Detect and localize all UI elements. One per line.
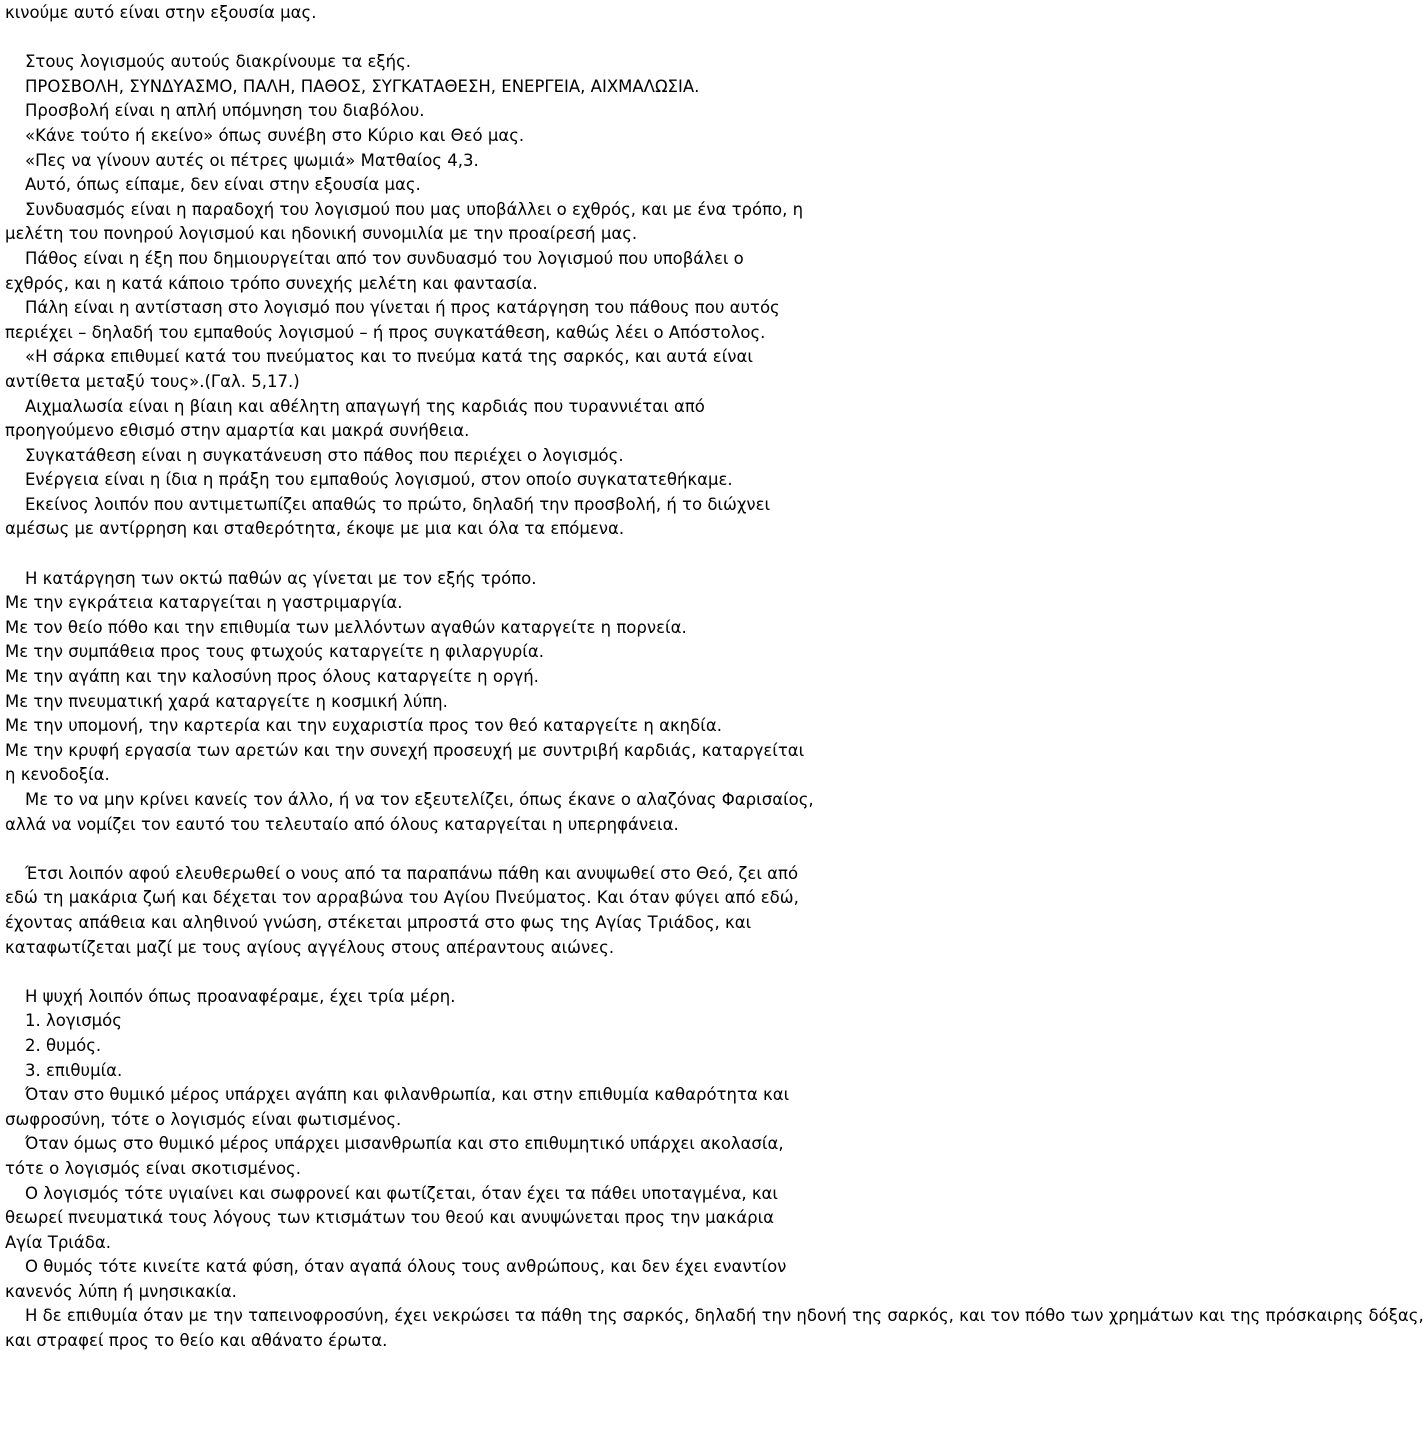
text-line: Συνδυασμός είναι η παραδοχή του λογισμού που μας υποβάλλει ο εχθρός, και με ένα τρόπο, η xyxy=(25,199,804,219)
text-line: καταφωτίζεται μαζί με τους αγίους αγγέλους στους απέραντους αιώνες. xyxy=(5,937,615,957)
paragraph-gap xyxy=(5,542,952,567)
text-line: Η κατάργηση των οκτώ παθών ας γίνεται με τον εξής τρόπο. xyxy=(25,568,537,588)
text-line: Όταν στο θυμικό μέρος υπάρχει αγάπη και φιλανθρωπία, και στην επιθυμία καθαρότητα και xyxy=(25,1085,790,1105)
text-line: Πάθος είναι η έξη που δημιουργείται από τον συνδυασμό του λογισμού που υποβάλει ο xyxy=(25,248,744,268)
text-line: «Η σάρκα επιθυμεί κατά του πνεύματος και το πνεύμα κατά της σαρκός, και αυτά είναι xyxy=(25,347,753,367)
text-line: Η δε επιθυμία όταν με την ταπεινοφροσύνη, έχει νεκρώσει τα πάθη της σαρκός, δηλαδή την ηδονή της σαρκός, και τον πόθο των χρημάτων και της πρόσκαιρης δόξας, xyxy=(25,1306,1424,1326)
text-line: Ο λογισμός τότε υγιαίνει και σωφρονεί και φωτίζεται, όταν έχει τα πάθει υποταγμένα, και xyxy=(25,1183,779,1203)
text-line: εδώ τη μακάρια ζωή και δέχεται τον αρραβώνα του Αγίου Πνεύματος. Και όταν φύγει από εδώ, xyxy=(5,888,799,908)
text-line: Προσβολή είναι η απλή υπόμνηση του διαβόλου. xyxy=(25,101,425,121)
text-line: τότε ο λογισμός είναι σκοτισμένος. xyxy=(5,1158,301,1178)
text-line: Με το να μην κρίνει κανείς τον άλλο, ή να τον εξευτελίζει, όπως έκανε ο αλαζόνας Φαρισαίος, xyxy=(25,790,814,809)
text-line: προηγούμενο εθισμό στην αμαρτία και μακρά συνήθεια. xyxy=(5,421,470,441)
text-line: η κενοδοξία. xyxy=(5,765,110,785)
text-line: ΠΡΟΣΒΟΛΗ, ΣΥΝΔΥΑΣΜΟ, ΠΑΛΗ, ΠΑΘΟΣ, ΣΥΓΚΑΤΑΘΕΣΗ, ΕΝΕΡΓΕΙΑ, ΑΙΧΜΑΛΩΣΙΑ. xyxy=(25,76,700,96)
list-item: 3. επιθυμία. xyxy=(25,1060,123,1080)
text-line: Η ψυχή λοιπόν όπως προαναφέραμε, έχει τρία μέρη. xyxy=(25,986,456,1006)
text-line: Με την πνευματική χαρά καταργείτε η κοσμική λύπη. xyxy=(5,691,448,711)
text-line: Αυτό, όπως είπαμε, δεν είναι στην εξουσία μας. xyxy=(25,175,421,195)
paragraph-gap xyxy=(5,960,952,985)
text-line: έχοντας απάθεια και αληθινού γνώση, στέκεται μπροστά στο φως της Αγίας Τριάδος, και xyxy=(5,912,752,932)
text-line: Με την συμπάθεια προς τους φτωχούς καταργείτε η φιλαργυρία. xyxy=(5,642,544,662)
text-line: εχθρός, και η κατά κάποιο τρόπο συνεχής μελέτη και φαντασία. xyxy=(5,273,538,293)
text-line: Αγία Τριάδα. xyxy=(5,1232,111,1252)
text-line: Ενέργεια είναι η ίδια η πράξη του εμπαθούς λογισμού, στον οποίο συγκατατεθήκαμε. xyxy=(25,470,733,490)
text-line: σωφροσύνη, τότε ο λογισμός είναι φωτισμένος. xyxy=(5,1109,402,1129)
text-line: Αιχμαλωσία είναι η βίαιη και αθέλητη απαγωγή της καρδιάς που τυραννιέται από xyxy=(25,396,705,416)
paragraph-gap xyxy=(5,26,952,51)
paragraph-gap xyxy=(5,837,952,862)
text-line: Με την εγκράτεια καταργείται η γαστριμαργία. xyxy=(5,593,403,613)
text-line: Ο θυμός τότε κινείτε κατά φύση, όταν αγαπά όλους τους ανθρώπους, και δεν έχει εναντίον xyxy=(25,1257,787,1277)
text-line: Πάλη είναι η αντίσταση στο λογισμό που γίνεται ή προς κατάργηση του πάθους που αυτός xyxy=(25,298,780,318)
text-line: κανενός λύπη ή μνησικακία. xyxy=(5,1281,237,1301)
text-line: περιέχει – δηλαδή του εμπαθούς λογισμού – ή προς συγκατάθεση, καθώς λέει ο Απόστολος. xyxy=(5,322,766,342)
text-line: «Κάνε τούτο ή εκείνο» όπως συνέβη στο Κύριο και Θεό μας. xyxy=(25,125,525,145)
list-item: 2. θυμός. xyxy=(25,1035,102,1055)
list-item: 1. λογισμός xyxy=(25,1011,122,1031)
text-line: κινούμε αυτό είναι στην εξουσία μας. xyxy=(5,3,317,22)
text-line: Με την κρυφή εργασία των αρετών και την συνεχή προσευχή με συντριβή καρδιάς, καταργείται xyxy=(5,740,805,760)
text-line: Με την αγάπη και την καλοσύνη προς όλους καταργείτε η οργή. xyxy=(5,667,539,687)
text-line: Συγκατάθεση είναι η συγκατάνευση στο πάθος που περιέχει ο λογισμός. xyxy=(25,445,624,465)
text-line: μελέτη του πονηρού λογισμού και ηδονική συνομιλία με την προαίρεσή μας. xyxy=(5,224,638,244)
text-line: Εκείνος λοιπόν που αντιμετωπίζει απαθώς το πρώτο, δηλαδή την προσβολή, ή το διώχνει xyxy=(25,494,771,514)
text-line: Με τον θείο πόθο και την επιθυμία των μελλόντων αγαθών καταργείτε η πορνεία. xyxy=(5,617,687,637)
text-line: και στραφεί προς το θείο και αθάνατο έρωτα. xyxy=(5,1331,388,1351)
text-line: Όταν όμως στο θυμικό μέρος υπάρχει μισανθρωπία και στο επιθυμητικό υπάρχει ακολασία, xyxy=(25,1134,784,1154)
text-line: αλλά να νομίζει τον εαυτό του τελευταίο από όλους καταργείται η υπερηφάνεια. xyxy=(5,814,679,834)
text-line: Έτσι λοιπόν αφού ελευθερωθεί ο νους από τα παραπάνω πάθη και ανυψωθεί στο Θεό, ζει από xyxy=(25,863,799,883)
text-line: αμέσως με αντίρρηση και σταθερότητα, έκοψε με μια και όλα τα επόμενα. xyxy=(5,519,625,539)
text-line: «Πες να γίνουν αυτές οι πέτρες ψωμιά» Ματθαίος 4,3. xyxy=(25,150,479,170)
text-line: θεωρεί πνευματικά τους λόγους των κτισμάτων του θεού και ανυψώνεται προς την μακάρια xyxy=(5,1208,775,1228)
text-line: Με την υπομονή, την καρτερία και την ευχαριστία προς τον θεό καταργείτε η ακηδία. xyxy=(5,716,722,736)
text-line: αντίθετα μεταξύ τους».(Γαλ. 5,17.) xyxy=(5,371,300,391)
text-line: Στους λογισμούς αυτούς διακρίνουμε τα εξής. xyxy=(25,52,412,72)
